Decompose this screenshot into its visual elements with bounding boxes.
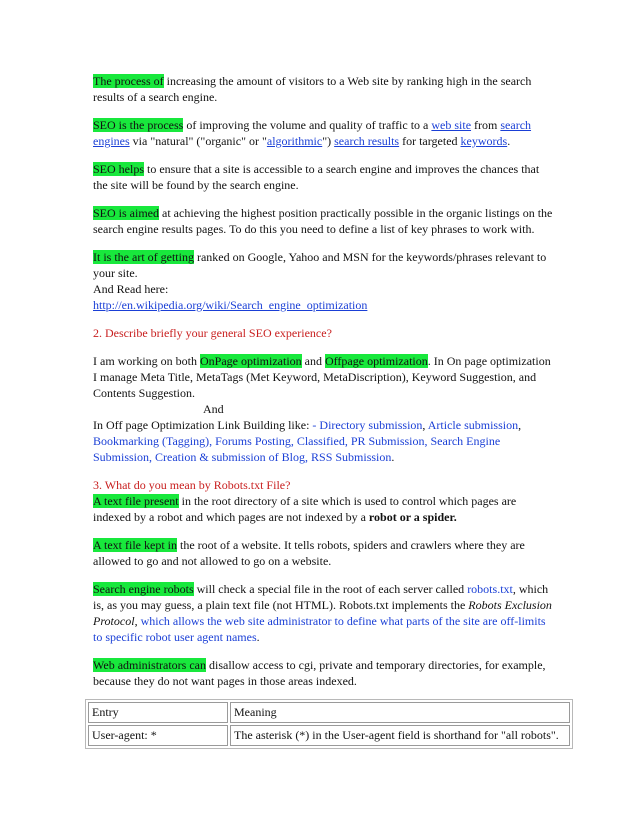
highlighted-phrase: SEO is aimed: [93, 206, 159, 220]
question-3: 3. What do you mean by Robots.txt File?: [93, 478, 291, 492]
link-keywords[interactable]: keywords: [460, 134, 508, 148]
paragraph-text: . In On page optimization I manage Meta Title, MetaTags (Met Keyword, MetaDiscription), Keyword Suggestion, and Contents Suggestion.: [93, 354, 551, 400]
table-header-row: [88, 702, 570, 723]
paragraph-text: ranked on Google, Yahoo and MSN for the keywords/phrases relevant to your site.: [93, 250, 547, 280]
link-search-results[interactable]: search results: [334, 134, 400, 148]
paragraph-text: ,: [422, 418, 428, 432]
paragraph-robots-1: [93, 477, 553, 525]
italic-text: Robots Exclusion Protocol: [93, 598, 552, 628]
read-here-label: And Read here:: [93, 282, 169, 296]
paragraph-text: , which is, as you may guess, a plain text file (not HTML). Robots.txt implements the: [93, 582, 549, 612]
paragraph-text: increasing the amount of visitors to a Web site by ranking high in the search results of a search engine.: [93, 74, 532, 104]
paragraph-robots-3: [93, 581, 553, 645]
highlighted-phrase: A text file present: [93, 494, 179, 508]
highlighted-phrase: SEO helps: [93, 162, 144, 176]
bold-text: robot or a spider.: [368, 510, 457, 524]
paragraph-seo-experience: [93, 353, 553, 465]
paragraph-text: via "natural" ("organic" or ": [129, 134, 267, 148]
paragraph-text: .: [256, 630, 260, 644]
paragraph-text: .: [391, 450, 395, 464]
paragraph-text: disallow access to cgi, private and temporary directories, for example, because they do not want pages in those areas indexed.: [93, 658, 546, 688]
table-cell: The asterisk (*) in the User-agent field is shorthand for "all robots".: [230, 725, 570, 746]
highlighted-phrase: A text file kept in: [93, 538, 177, 552]
paragraph-text: the root of a website. It tells robots, spiders and crawlers where they are allowed to go and not allowed to go on a website.: [93, 538, 525, 568]
highlighted-phrase: It is the art of getting: [93, 250, 194, 264]
paragraph-definition-4: [93, 205, 553, 237]
document-body: [92, 73, 559, 749]
paragraph-text: and: [301, 354, 325, 368]
paragraph-definition-2: [93, 117, 553, 149]
paragraph-text: ,: [518, 418, 522, 432]
paragraph-text: of improving the volume and quality of traffic to a: [183, 118, 432, 132]
paragraph-text: from: [471, 118, 501, 132]
highlighted-phrase: Web administrators can: [93, 658, 206, 672]
paragraph-text: to ensure that a site is accessible to a search engine and improves the chances that the site will be found by the search engine.: [93, 162, 540, 192]
paragraph-text: for targeted: [399, 134, 461, 148]
link-web-site[interactable]: web site: [431, 118, 472, 132]
and-separator: And: [203, 402, 224, 416]
paragraph-definition-3: [93, 161, 553, 193]
paragraph-definition-1: [93, 73, 553, 105]
paragraph-robots-4: [93, 657, 553, 689]
paragraph-text: at achieving the highest position practically possible in the organic listings on the search engine results pages. To do this you need to define a list of key phrases to work with.: [93, 206, 553, 236]
highlighted-phrase: OnPage optimization: [200, 354, 302, 368]
link-algorithmic[interactable]: algorithmic: [266, 134, 323, 148]
paragraph-text: will check a special file in the root of each server called: [193, 582, 468, 596]
blue-text: - Directory submission: [312, 418, 423, 432]
table-row: [88, 725, 570, 746]
paragraph-text: "): [322, 134, 335, 148]
paragraph-text: In Off page Optimization Link Building like:: [93, 418, 313, 432]
highlighted-phrase: Search engine robots: [93, 582, 194, 596]
highlighted-phrase: SEO is the process: [93, 118, 184, 132]
paragraph-text: .: [507, 134, 511, 148]
question-2: 2. Describe briefly your general SEO experience?: [93, 326, 332, 340]
table-cell: User-agent: *: [88, 725, 228, 746]
blue-text: robots.txt: [467, 582, 513, 596]
table-header-cell: Entry: [88, 702, 228, 723]
highlighted-phrase: Offpage optimization: [324, 354, 428, 368]
paragraph-definition-5: [93, 249, 553, 313]
blue-text: Bookmarking (Tagging), Forums Posting, Classified, PR Submission, Search Engine Submission, Creation & submission of Blog, RSS Submission: [93, 434, 501, 464]
robots-table: [85, 699, 573, 749]
paragraph-robots-2: [93, 537, 553, 569]
paragraph-text: ,: [134, 614, 141, 628]
blue-text: Article submission: [427, 418, 519, 432]
table-header-cell: Meaning: [230, 702, 570, 723]
wikipedia-link[interactable]: http://en.wikipedia.org/wiki/Search_engine_optimization: [93, 298, 368, 312]
blue-text: which allows the web site administrator to define what parts of the site are off-limits to specific robot user agent names: [93, 614, 546, 644]
paragraph-text: in the root directory of a site which is used to control which pages are indexed by a robot and which pages are not indexed by a: [93, 494, 517, 524]
highlighted-phrase: The process of: [93, 74, 164, 88]
paragraph-text: I am working on both: [93, 354, 200, 368]
link-search-engines[interactable]: search engines: [93, 118, 532, 148]
